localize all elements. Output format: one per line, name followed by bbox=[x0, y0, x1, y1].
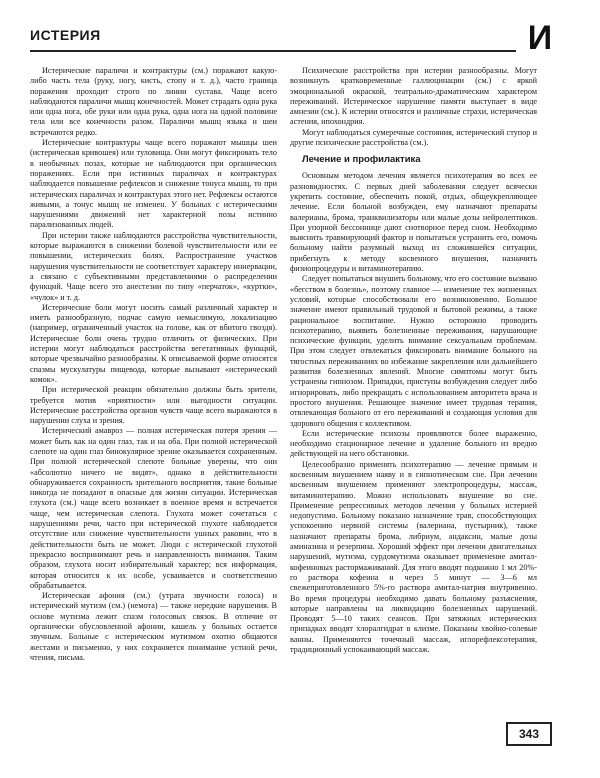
page-number: 343 bbox=[518, 727, 540, 741]
paragraph: Истерический амавроз — полная истерическая потеря зрения — может быть как на один глаз, так и на оба. При полной истерической слепоте на один глаз бинокулярное зрение оказывается сохраненным. При полной истерической слепоте больные уверены, что они «абсолютно ничего не видят», однако в действительности обнаруживается сохранность зрительного восприятия, такие больные никогда не попадают в опасные для жизни ситуации. Истерическая глухота (см.) чаще всего возникает в военное время и встречается чаще, чем истерическая слепота. Глухота может сочетаться с нарушениями речи, часто при истерической глухоте наблюдается отсутствие или снижение чувствительности ушных раковин, что в действительности быть не может. Люди с истерической глухотой прекрасно воспринимают речь и направленность внимания. Таким образом, глухота носит избирательный характер; вся информация, которая относится к их особе, усваивается и соответственно обрабатывается. bbox=[30, 426, 277, 590]
right-column bbox=[290, 66, 537, 655]
paragraph: Если истерические психозы проявляются более выраженно, необходимо стационарное лечение и удаление больного из вредно действующей на него обстановки. bbox=[290, 428, 537, 459]
paragraph: Могут наблюдаться сумеречные состояния, истерический ступор и другие психические расстройства (см.). bbox=[290, 127, 537, 148]
paragraph: Целесообразно применять психотерапию — лечение прямым и косвенным внушением наяву и в гипнотическом сне. При лечении косвенным внушением применяют электропроцедуры, массаж, витаминотерапию. Можно использовать внушение во сне. Применение репрессивных методов лечения у больных истерией недопустимо. Больному показано назначение трав, способствующих успокоению нервной системы (валериана, пустырник), также назначают препараты брома, либриум, андаксин, малые дозы аминазина и резерпина. Хороший эффект при лечении двигательных нарушений, мутизма, сурдомутизма оказывает применение амитал-кофеиновых растормаживаний. Для этого вводят подкожно 1 мл 20%-го раствора кофеина и через 5 минут — 3—6 мл свежеприготовленного 5%-го раствора амитал-натрия внутривенно. Во время процедуры необходимо давать больному разъяснения, которые направлены на ликвидацию болезненных нарушений. Проводят 5—10 таких сеансов. При затяжных истерических припадках вводят хлоралгидрат в клизме. Показаны хвойно-солевые ванны. Применяются точечный массаж, иглорефлексотерапия, традиционный успокаивающий массаж. bbox=[290, 459, 537, 655]
paragraph: При истерии также наблюдаются расстройства чувствительности, которые выражаются в снижении болевой чувствительности или ее повышении, истерических болях. Распространение участков нарушения чувствительности не соответствует характеру иннервации, а связано с субъективными представлениями о распределении функций. Чаще всего это анестезии по типу «перчаток», «куртки», «чулок» и т. д. bbox=[30, 230, 277, 302]
paragraph: Психические расстройства при истерии разнообразны. Могут возникнуть кратковременные галлюцинации (см.) с яркой эмоциональной окраской, театрально-драматическим характером переживаний. Истерическое нарушение памяти выступает в виде амнезии (см.). К истерии относятся и различные страхи, истерическая астения, ипохондрия. bbox=[290, 66, 537, 127]
paragraph: При истерической реакции обязательно должны быть зрители, требуется мотив «приятности» или выгодности ситуации. Истерические расстройства органов чувств чаще всего выражаются в нарушении слуха и зрения. bbox=[30, 385, 277, 426]
letter-index-tab: И bbox=[527, 19, 553, 57]
paragraph: Следует попытаться внушить больному, что его состояние вызвано «бегством в болезнь», поэтому главное — изменение тех жизненных условий, которые способствовали его возникновению. Большое значение имеют правильный трудовой и бытовой режимы, а также рациональное воспитание. Нужно осторожно проводить психотерапию, выявить болезненные переживания, нарушающие психические функции, уделить внимание сексуальным проблемам. При этом следует отвлекаться фиксировать внимание больного на тягостных переживаниях во избежание закрепления или дальнейшего развития болезненных явлений. Многие симптомы могут быть устранены гипнозом. Припадки, приступы возбуждения следует либо игнорировать, либо прекращать с использованием авторитета врача и простого внушения. Решающее значение имеет трудовая терапия, отвлекающая больного от его переживаний и создающая условия для здорового общения с коллективом. bbox=[290, 274, 537, 428]
paragraph: Истерические контрактуры чаще всего поражают мышцы шеи (истерическая кривошея) или туловища. Они могут фиксировать тело в необычных позах, которые не наблюдаются при органических поражениях. Если при истинных параличах и контрактурах наблюдается повышение рефлексов и снижение тонуса мышц, то при истерических параличах и контрактурах этого нет. Рефлексы остаются живыми, а тонус мышц не изменен. У больных с истерическими нарушениями движений нет характерной позы истинно парализованных людей. bbox=[30, 138, 277, 230]
paragraph: Основным методом лечения является психотерапия во всех ее разновидностях. С первых дней заболевания следует всячески укрепить состояние, обеспечить покой, отдых, общеукрепляющее лечение. Если больной возбужден, ему назначают препараты валерианы, брома, транквилизаторы или малые дозы нейролептиков. При упорной бессоннице дают снотворное перед сном. Необходимо выяснить травмирующий фактор и попытаться устранить его, помочь больному найти разумный выход из сложившейся ситуации, прибегнуть к методу косвенного внушения, назначить физиопроцедуры и витаминотерапию. bbox=[290, 171, 537, 274]
paragraph: Истерические боли могут носить самый различный характер и иметь разнообразную, подчас самую немыслимую, локализацию (например, ограниченный участок на голове, как от вбитого гвоздя). Истерические боли очень трудно отличить от физических. При истерии могут наблюдаться расстройства вегетативных функций, которые чрезвычайно разнообразны. К описываемой форме относятся спазмы мускулатуры пищевода, которые вызывают «истерический комок». bbox=[30, 302, 277, 384]
paragraph: Истерические параличи и контрактуры (см.) поражают какую-либо часть тела (руку, ногу, кисть, стопу и т. д.), часто граница поражения проходит строго по линии сустава. Чаще всего наблюдаются параличи мышц конечностей. Может страдать одна рука или одна нога, обе руки или одна рука, одна нога на одной половине тела или все конечности разом. Параличи мышц языка и шеи встречаются редко. bbox=[30, 66, 277, 137]
section-heading: Лечение и профилактика bbox=[302, 154, 421, 166]
running-header-title: ИСТЕРИЯ bbox=[30, 27, 101, 43]
paragraph: Истерическая афония (см.) (утрата звучности голоса) и истерический мутизм (см.) (немота) — также нередкие нарушения. В основе мутизма лежит спазм голосовых связок. В отличие от органически обусловленной афонии, кашель у больных остается звучным. Больные с истерическим мутизмом охотно общаются жестами и письменно, у них сохраняется понимание устной речи, чтения, письма. bbox=[30, 591, 277, 662]
header-rule bbox=[30, 50, 516, 52]
left-column bbox=[30, 66, 277, 663]
